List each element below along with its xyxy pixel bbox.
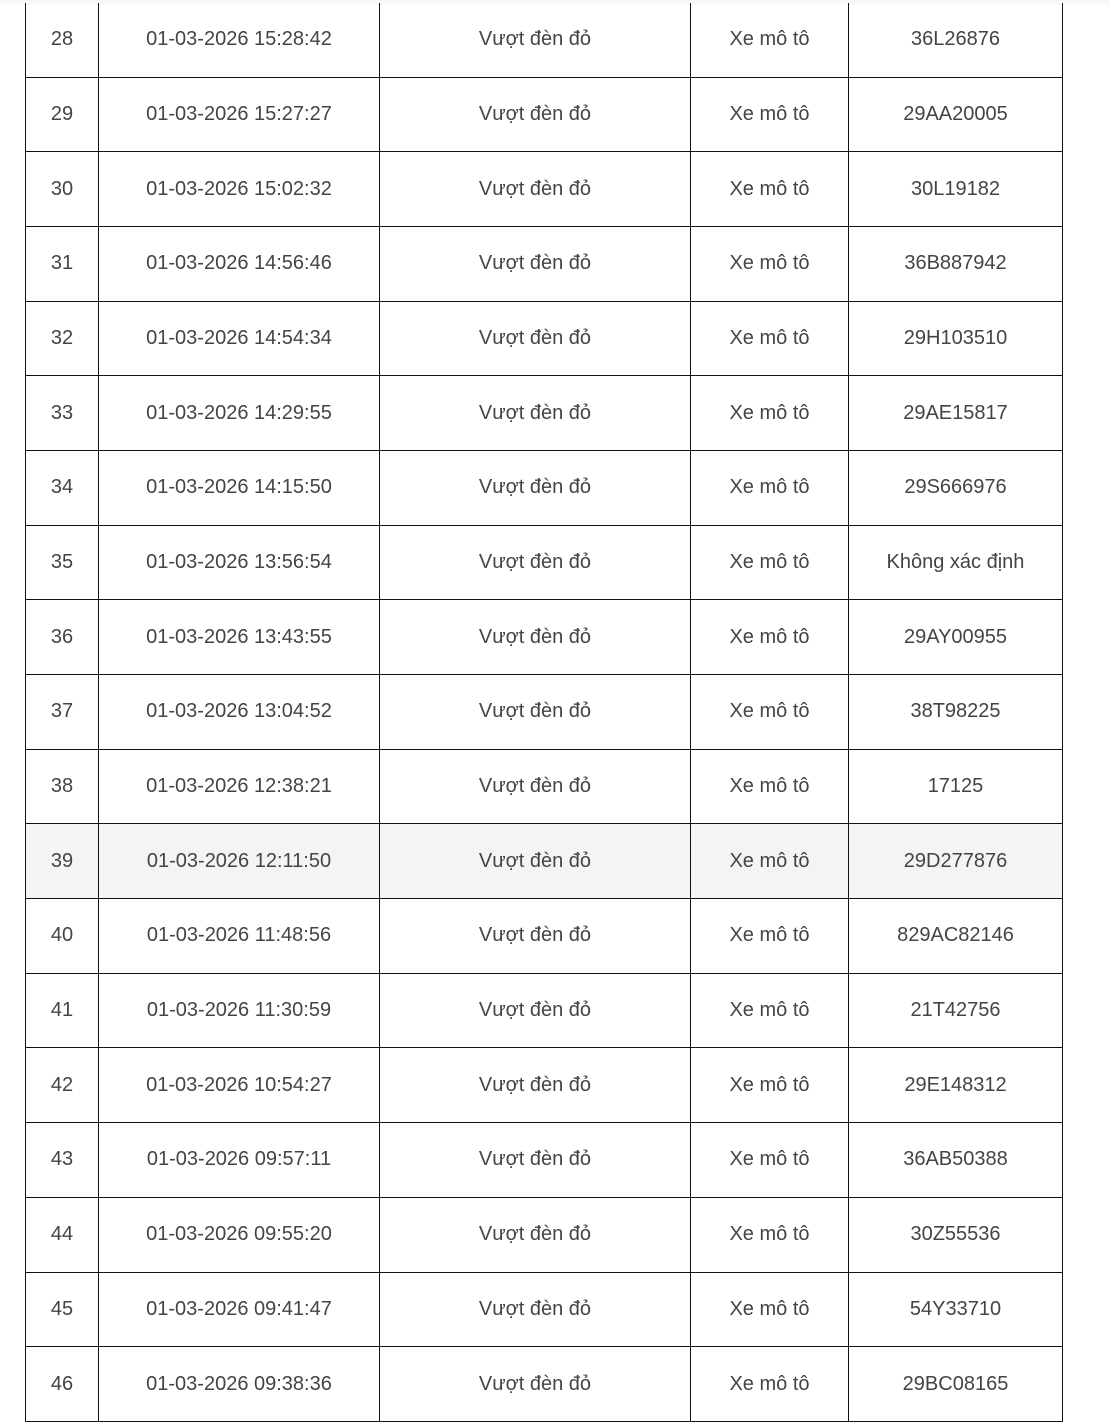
table-row: [26, 450, 1063, 525]
violation-type-cell: Vượt đèn đỏ: [380, 3, 691, 77]
table-row: [26, 77, 1063, 152]
timestamp-cell: 01-03-2026 15:27:27: [99, 77, 380, 152]
table-row: [26, 152, 1063, 227]
row-number-cell: 41: [26, 973, 99, 1048]
row-number-cell: 37: [26, 675, 99, 750]
violation-type-cell: Vượt đèn đỏ: [380, 77, 691, 152]
table-row: [26, 973, 1063, 1048]
row-number-cell: 29: [26, 77, 99, 152]
violation-type-cell: Vượt đèn đỏ: [380, 301, 691, 376]
violations-table: [25, 3, 1063, 1422]
table-row: [26, 824, 1063, 899]
row-number-cell: 44: [26, 1197, 99, 1272]
table-row: [26, 1197, 1063, 1272]
row-number-cell: 39: [26, 824, 99, 899]
timestamp-cell: 01-03-2026 09:38:36: [99, 1347, 380, 1422]
table-row: [26, 301, 1063, 376]
row-number-cell: 46: [26, 1347, 99, 1422]
vehicle-type-cell: Xe mô tô: [691, 1272, 849, 1347]
violation-type-cell: Vượt đèn đỏ: [380, 1123, 691, 1198]
table-row: [26, 749, 1063, 824]
violations-table-body: [26, 3, 1063, 1421]
license-plate-cell: 30L19182: [849, 152, 1063, 227]
violation-type-cell: Vượt đèn đỏ: [380, 525, 691, 600]
timestamp-cell: 01-03-2026 09:41:47: [99, 1272, 380, 1347]
license-plate-cell: 36L26876: [849, 3, 1063, 77]
vehicle-type-cell: Xe mô tô: [691, 1197, 849, 1272]
row-number-cell: 42: [26, 1048, 99, 1123]
license-plate-cell: 29AA20005: [849, 77, 1063, 152]
license-plate-cell: 829AC82146: [849, 899, 1063, 974]
row-number-cell: 34: [26, 450, 99, 525]
timestamp-cell: 01-03-2026 15:02:32: [99, 152, 380, 227]
table-row: [26, 600, 1063, 675]
vehicle-type-cell: Xe mô tô: [691, 77, 849, 152]
vehicle-type-cell: Xe mô tô: [691, 450, 849, 525]
table-row: [26, 899, 1063, 974]
row-number-cell: 33: [26, 376, 99, 451]
row-number-cell: 40: [26, 899, 99, 974]
timestamp-cell: 01-03-2026 10:54:27: [99, 1048, 380, 1123]
vehicle-type-cell: Xe mô tô: [691, 749, 849, 824]
table-row: [26, 376, 1063, 451]
violation-type-cell: Vượt đèn đỏ: [380, 152, 691, 227]
timestamp-cell: 01-03-2026 14:54:34: [99, 301, 380, 376]
violation-type-cell: Vượt đèn đỏ: [380, 675, 691, 750]
license-plate-cell: Không xác định: [849, 525, 1063, 600]
vehicle-type-cell: Xe mô tô: [691, 301, 849, 376]
timestamp-cell: 01-03-2026 13:56:54: [99, 525, 380, 600]
vehicle-type-cell: Xe mô tô: [691, 525, 849, 600]
license-plate-cell: 36AB50388: [849, 1123, 1063, 1198]
violation-type-cell: Vượt đèn đỏ: [380, 824, 691, 899]
row-number-cell: 43: [26, 1123, 99, 1198]
table-row: [26, 1048, 1063, 1123]
license-plate-cell: 36B887942: [849, 226, 1063, 301]
timestamp-cell: 01-03-2026 13:43:55: [99, 600, 380, 675]
timestamp-cell: 01-03-2026 14:29:55: [99, 376, 380, 451]
timestamp-cell: 01-03-2026 09:57:11: [99, 1123, 380, 1198]
vehicle-type-cell: Xe mô tô: [691, 1347, 849, 1422]
timestamp-cell: 01-03-2026 12:38:21: [99, 749, 380, 824]
violation-type-cell: Vượt đèn đỏ: [380, 376, 691, 451]
license-plate-cell: 21T42756: [849, 973, 1063, 1048]
violation-type-cell: Vượt đèn đỏ: [380, 600, 691, 675]
violation-type-cell: Vượt đèn đỏ: [380, 899, 691, 974]
license-plate-cell: 29D277876: [849, 824, 1063, 899]
row-number-cell: 38: [26, 749, 99, 824]
license-plate-cell: 17125: [849, 749, 1063, 824]
vehicle-type-cell: Xe mô tô: [691, 899, 849, 974]
vehicle-type-cell: Xe mô tô: [691, 1123, 849, 1198]
vehicle-type-cell: Xe mô tô: [691, 1048, 849, 1123]
vehicle-type-cell: Xe mô tô: [691, 152, 849, 227]
violation-type-cell: Vượt đèn đỏ: [380, 749, 691, 824]
violation-type-cell: Vượt đèn đỏ: [380, 1347, 691, 1422]
violation-type-cell: Vượt đèn đỏ: [380, 973, 691, 1048]
row-number-cell: 35: [26, 525, 99, 600]
row-number-cell: 30: [26, 152, 99, 227]
vehicle-type-cell: Xe mô tô: [691, 675, 849, 750]
vehicle-type-cell: Xe mô tô: [691, 973, 849, 1048]
timestamp-cell: 01-03-2026 12:11:50: [99, 824, 380, 899]
license-plate-cell: 54Y33710: [849, 1272, 1063, 1347]
timestamp-cell: 01-03-2026 11:48:56: [99, 899, 380, 974]
timestamp-cell: 01-03-2026 14:56:46: [99, 226, 380, 301]
vehicle-type-cell: Xe mô tô: [691, 824, 849, 899]
vehicle-type-cell: Xe mô tô: [691, 600, 849, 675]
license-plate-cell: 29E148312: [849, 1048, 1063, 1123]
license-plate-cell: 30Z55536: [849, 1197, 1063, 1272]
row-number-cell: 31: [26, 226, 99, 301]
violation-type-cell: Vượt đèn đỏ: [380, 1272, 691, 1347]
license-plate-cell: 29S666976: [849, 450, 1063, 525]
row-number-cell: 32: [26, 301, 99, 376]
vehicle-type-cell: Xe mô tô: [691, 376, 849, 451]
timestamp-cell: 01-03-2026 11:30:59: [99, 973, 380, 1048]
license-plate-cell: 29BC08165: [849, 1347, 1063, 1422]
table-row: [26, 1272, 1063, 1347]
table-row: [26, 226, 1063, 301]
violation-type-cell: Vượt đèn đỏ: [380, 226, 691, 301]
table-row: [26, 525, 1063, 600]
vehicle-type-cell: Xe mô tô: [691, 3, 849, 77]
violation-type-cell: Vượt đèn đỏ: [380, 1048, 691, 1123]
license-plate-cell: 29AE15817: [849, 376, 1063, 451]
row-number-cell: 36: [26, 600, 99, 675]
violation-type-cell: Vượt đèn đỏ: [380, 1197, 691, 1272]
table-row: [26, 1347, 1063, 1422]
violations-table-container: [25, 3, 1063, 1422]
table-row: [26, 675, 1063, 750]
timestamp-cell: 01-03-2026 09:55:20: [99, 1197, 380, 1272]
license-plate-cell: 29H103510: [849, 301, 1063, 376]
timestamp-cell: 01-03-2026 15:28:42: [99, 3, 380, 77]
row-number-cell: 45: [26, 1272, 99, 1347]
violation-type-cell: Vượt đèn đỏ: [380, 450, 691, 525]
license-plate-cell: 29AY00955: [849, 600, 1063, 675]
table-row: [26, 1123, 1063, 1198]
row-number-cell: 28: [26, 3, 99, 77]
vehicle-type-cell: Xe mô tô: [691, 226, 849, 301]
license-plate-cell: 38T98225: [849, 675, 1063, 750]
table-row: [26, 3, 1063, 77]
timestamp-cell: 01-03-2026 13:04:52: [99, 675, 380, 750]
timestamp-cell: 01-03-2026 14:15:50: [99, 450, 380, 525]
